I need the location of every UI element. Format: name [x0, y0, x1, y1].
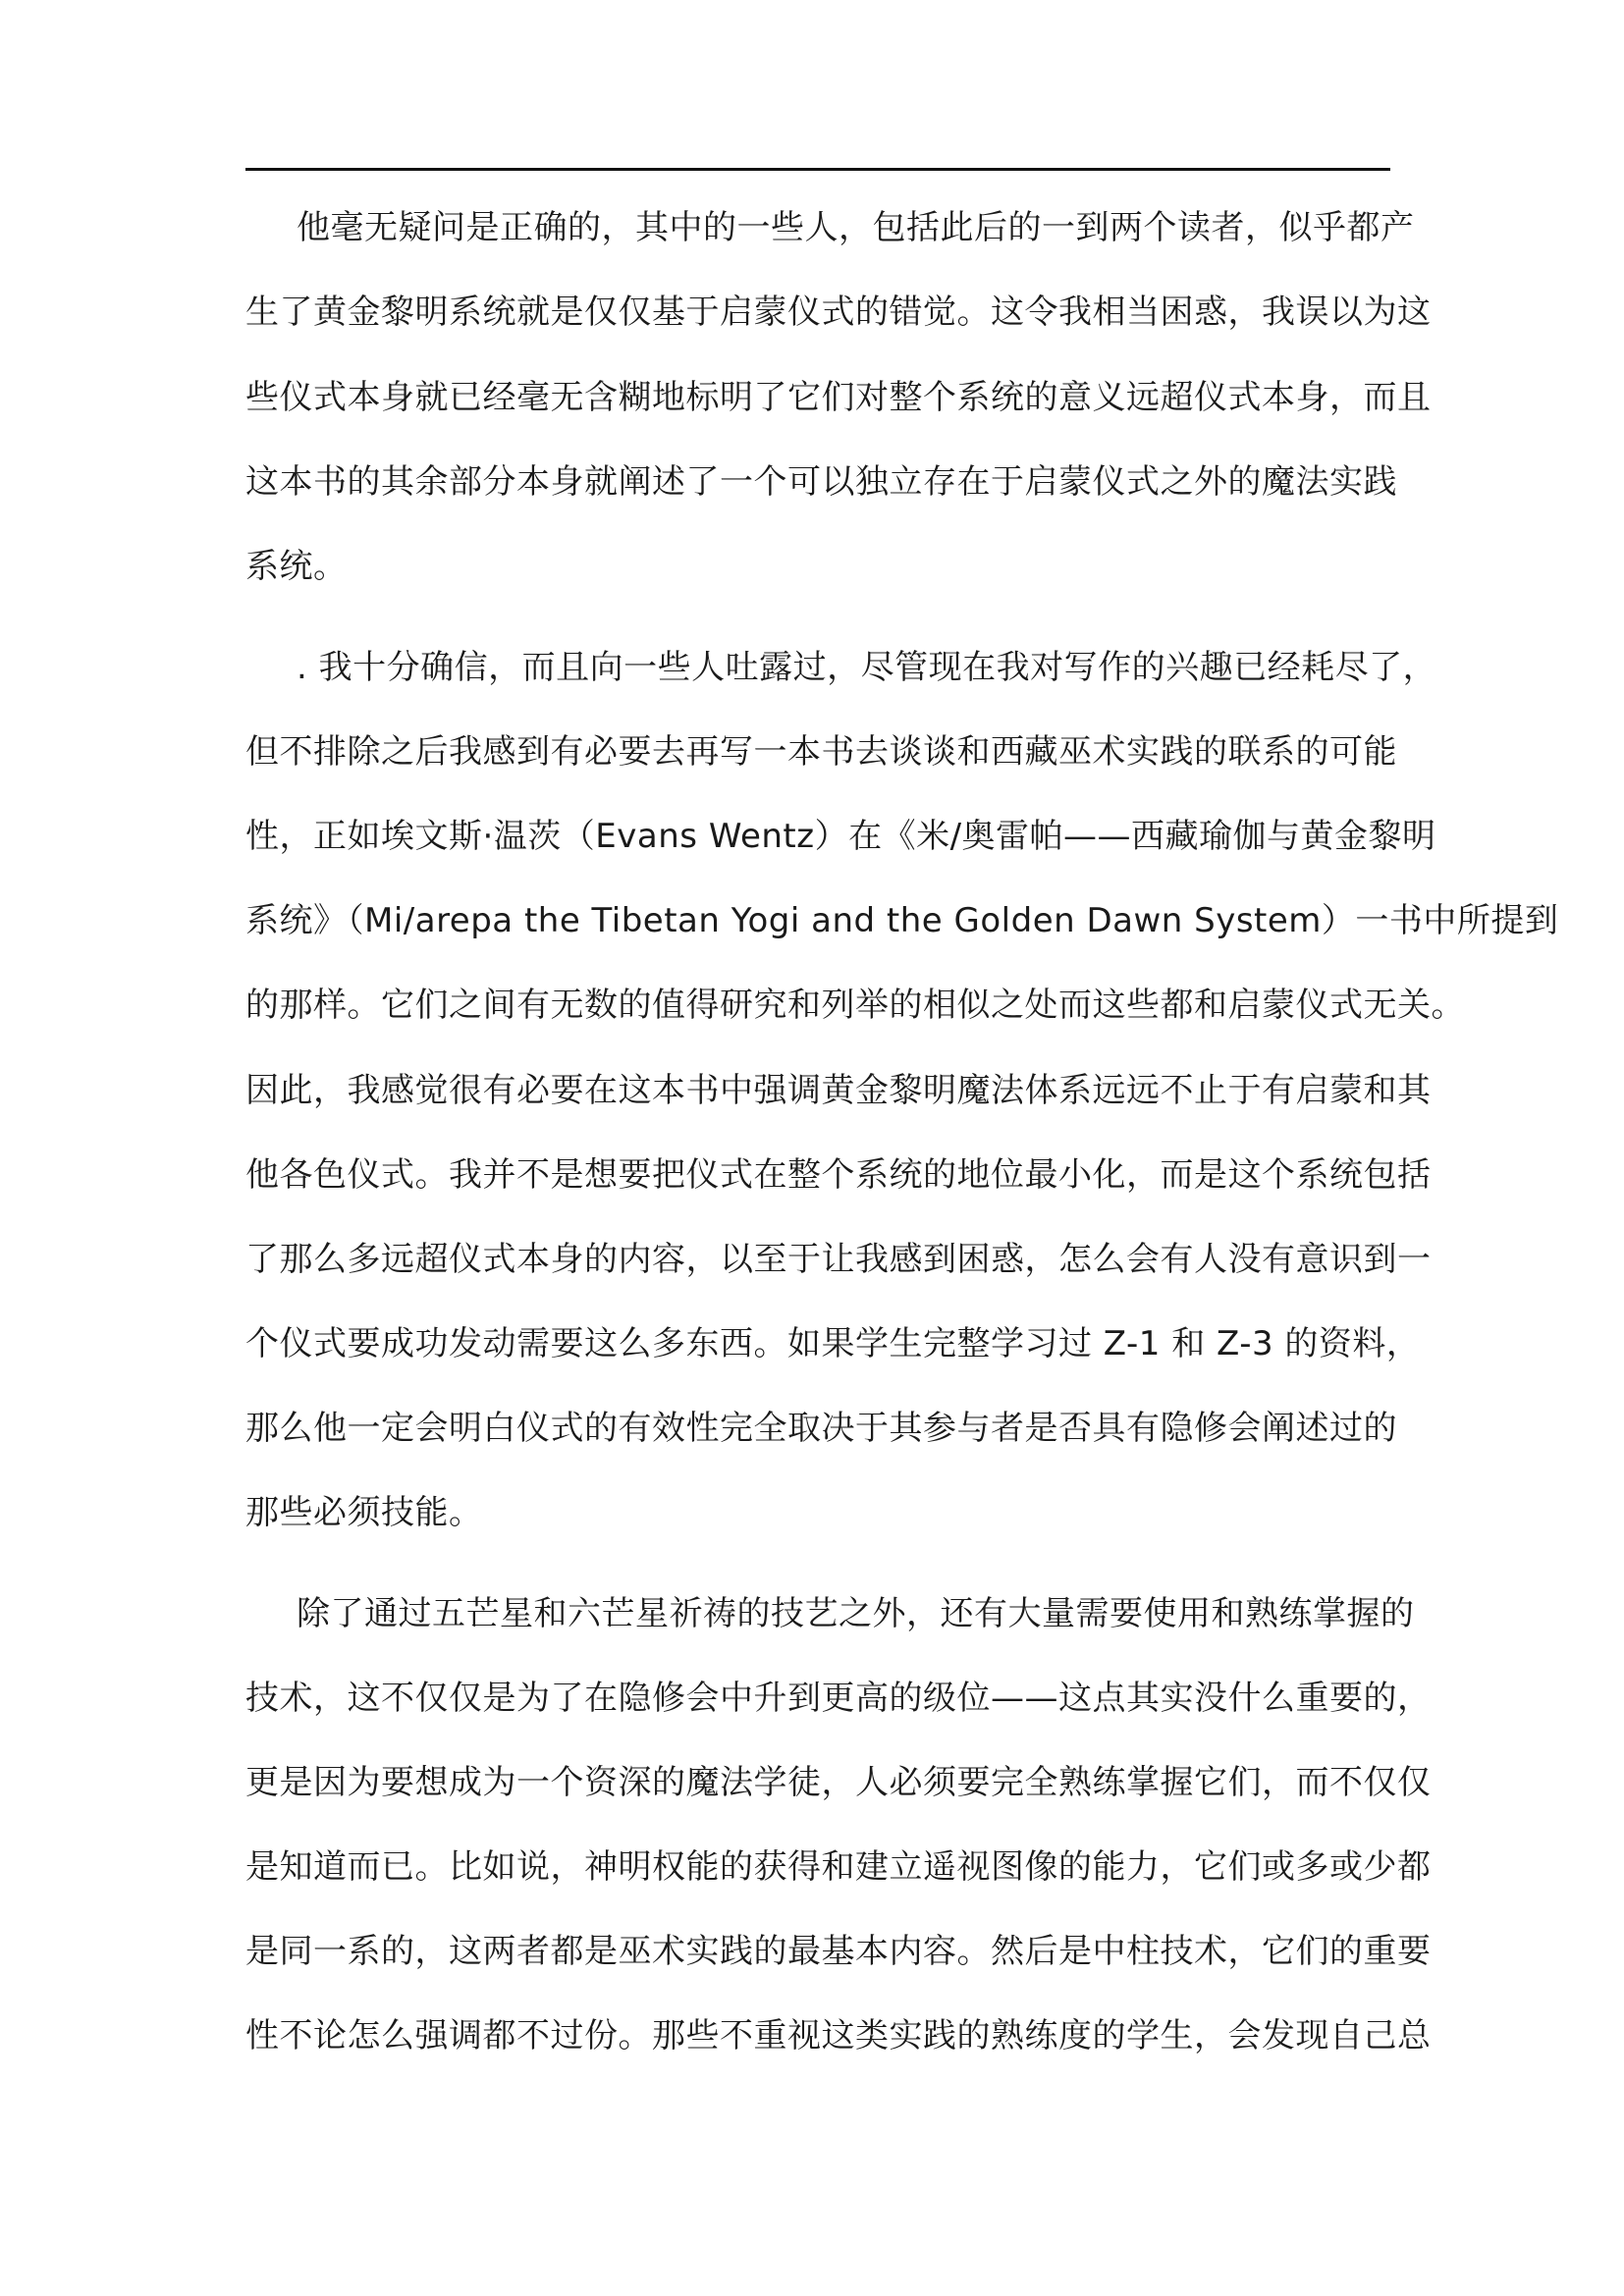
paragraph-3-line-2: 技术，这不仅仅是为了在隐修会中升到更高的级位——这点其实没什么重要的， — [245, 1679, 1432, 1718]
paragraph-1-line-1: 他毫无疑问是正确的，其中的一些人，包括此后的一到两个读者，似乎都产 — [297, 208, 1415, 247]
paragraph-3-line-6: 性不论怎么强调都不过份。那些不重视这类实践的熟练度的学生，会发现自己总 — [245, 2016, 1432, 2056]
header-rule — [245, 168, 1390, 171]
paragraph-2-line-1: . 我十分确信，而且向一些人吐露过，尽管现在我对写作的兴趣已经耗尽了， — [297, 648, 1437, 687]
paragraph-2-line-2: 但不排除之后我感到有必要去再写一本书去谈谈和西藏巫术实践的联系的可能 — [245, 732, 1397, 772]
paragraph-1-line-3: 些仪式本身就已经毫无含糊地标明了它们对整个系统的意义远超仪式本身，而且 — [245, 378, 1432, 417]
paragraph-2-line-9: 个仪式要成功发动需要这么多东西。如果学生完整学习过 Z-1 和 Z-3 的资料， — [245, 1324, 1421, 1363]
paragraph-2-line-6: 因此，我感觉很有必要在这本书中强调黄金黎明魔法体系远远不止于有启蒙和其 — [245, 1071, 1432, 1110]
paragraph-2-line-5: 的那样。它们之间有无数的值得研究和列举的相似之处而这些都和启蒙仪式无关。 — [245, 986, 1465, 1025]
paragraph-1-line-4: 这本书的其余部分本身就阐述了一个可以独立存在于启蒙仪式之外的魔法实践 — [245, 462, 1397, 502]
paragraph-2-line-8: 了那么多远超仪式本身的内容，以至于让我感到困惑，怎么会有人没有意识到一 — [245, 1240, 1432, 1279]
paragraph-3-line-1: 除了通过五芒星和六芒星祈祷的技艺之外，还有大量需要使用和熟练掌握的 — [297, 1594, 1415, 1633]
paragraph-2-line-11: 那些必须技能。 — [245, 1493, 483, 1532]
paragraph-3-line-3: 更是因为要想成为一个资深的魔法学徒，人必须要完全熟练掌握它们，而不仅仅 — [245, 1763, 1432, 1802]
paragraph-3-line-5: 是同一系的，这两者都是巫术实践的最基本内容。然后是中柱技术，它们的重要 — [245, 1932, 1432, 1971]
paragraph-1-line-5: 系统。 — [245, 547, 348, 586]
paragraph-1-line-2: 生了黄金黎明系统就是仅仅基于启蒙仪式的错觉。这令我相当困惑，我误以为这 — [245, 293, 1432, 332]
paragraph-3-line-4: 是知道而已。比如说，神明权能的获得和建立遥视图像的能力，它们或多或少都 — [245, 1847, 1432, 1887]
paragraph-2-line-7: 他各色仪式。我并不是想要把仪式在整个系统的地位最小化，而是这个系统包括 — [245, 1155, 1432, 1195]
paragraph-2-line-3: 性，正如埃文斯·温茨（Evans Wentz）在《米/奥雷帕——西藏瑜伽与黄金黎明 — [245, 817, 1436, 856]
paragraph-2-line-4: 系统》（Mi/arepa the Tibetan Yogi and the Golden Dawn System）一书中所提到 — [245, 901, 1559, 940]
paragraph-2-line-10: 那么他一定会明白仪式的有效性完全取决于其参与者是否具有隐修会阐述过的 — [245, 1409, 1397, 1448]
